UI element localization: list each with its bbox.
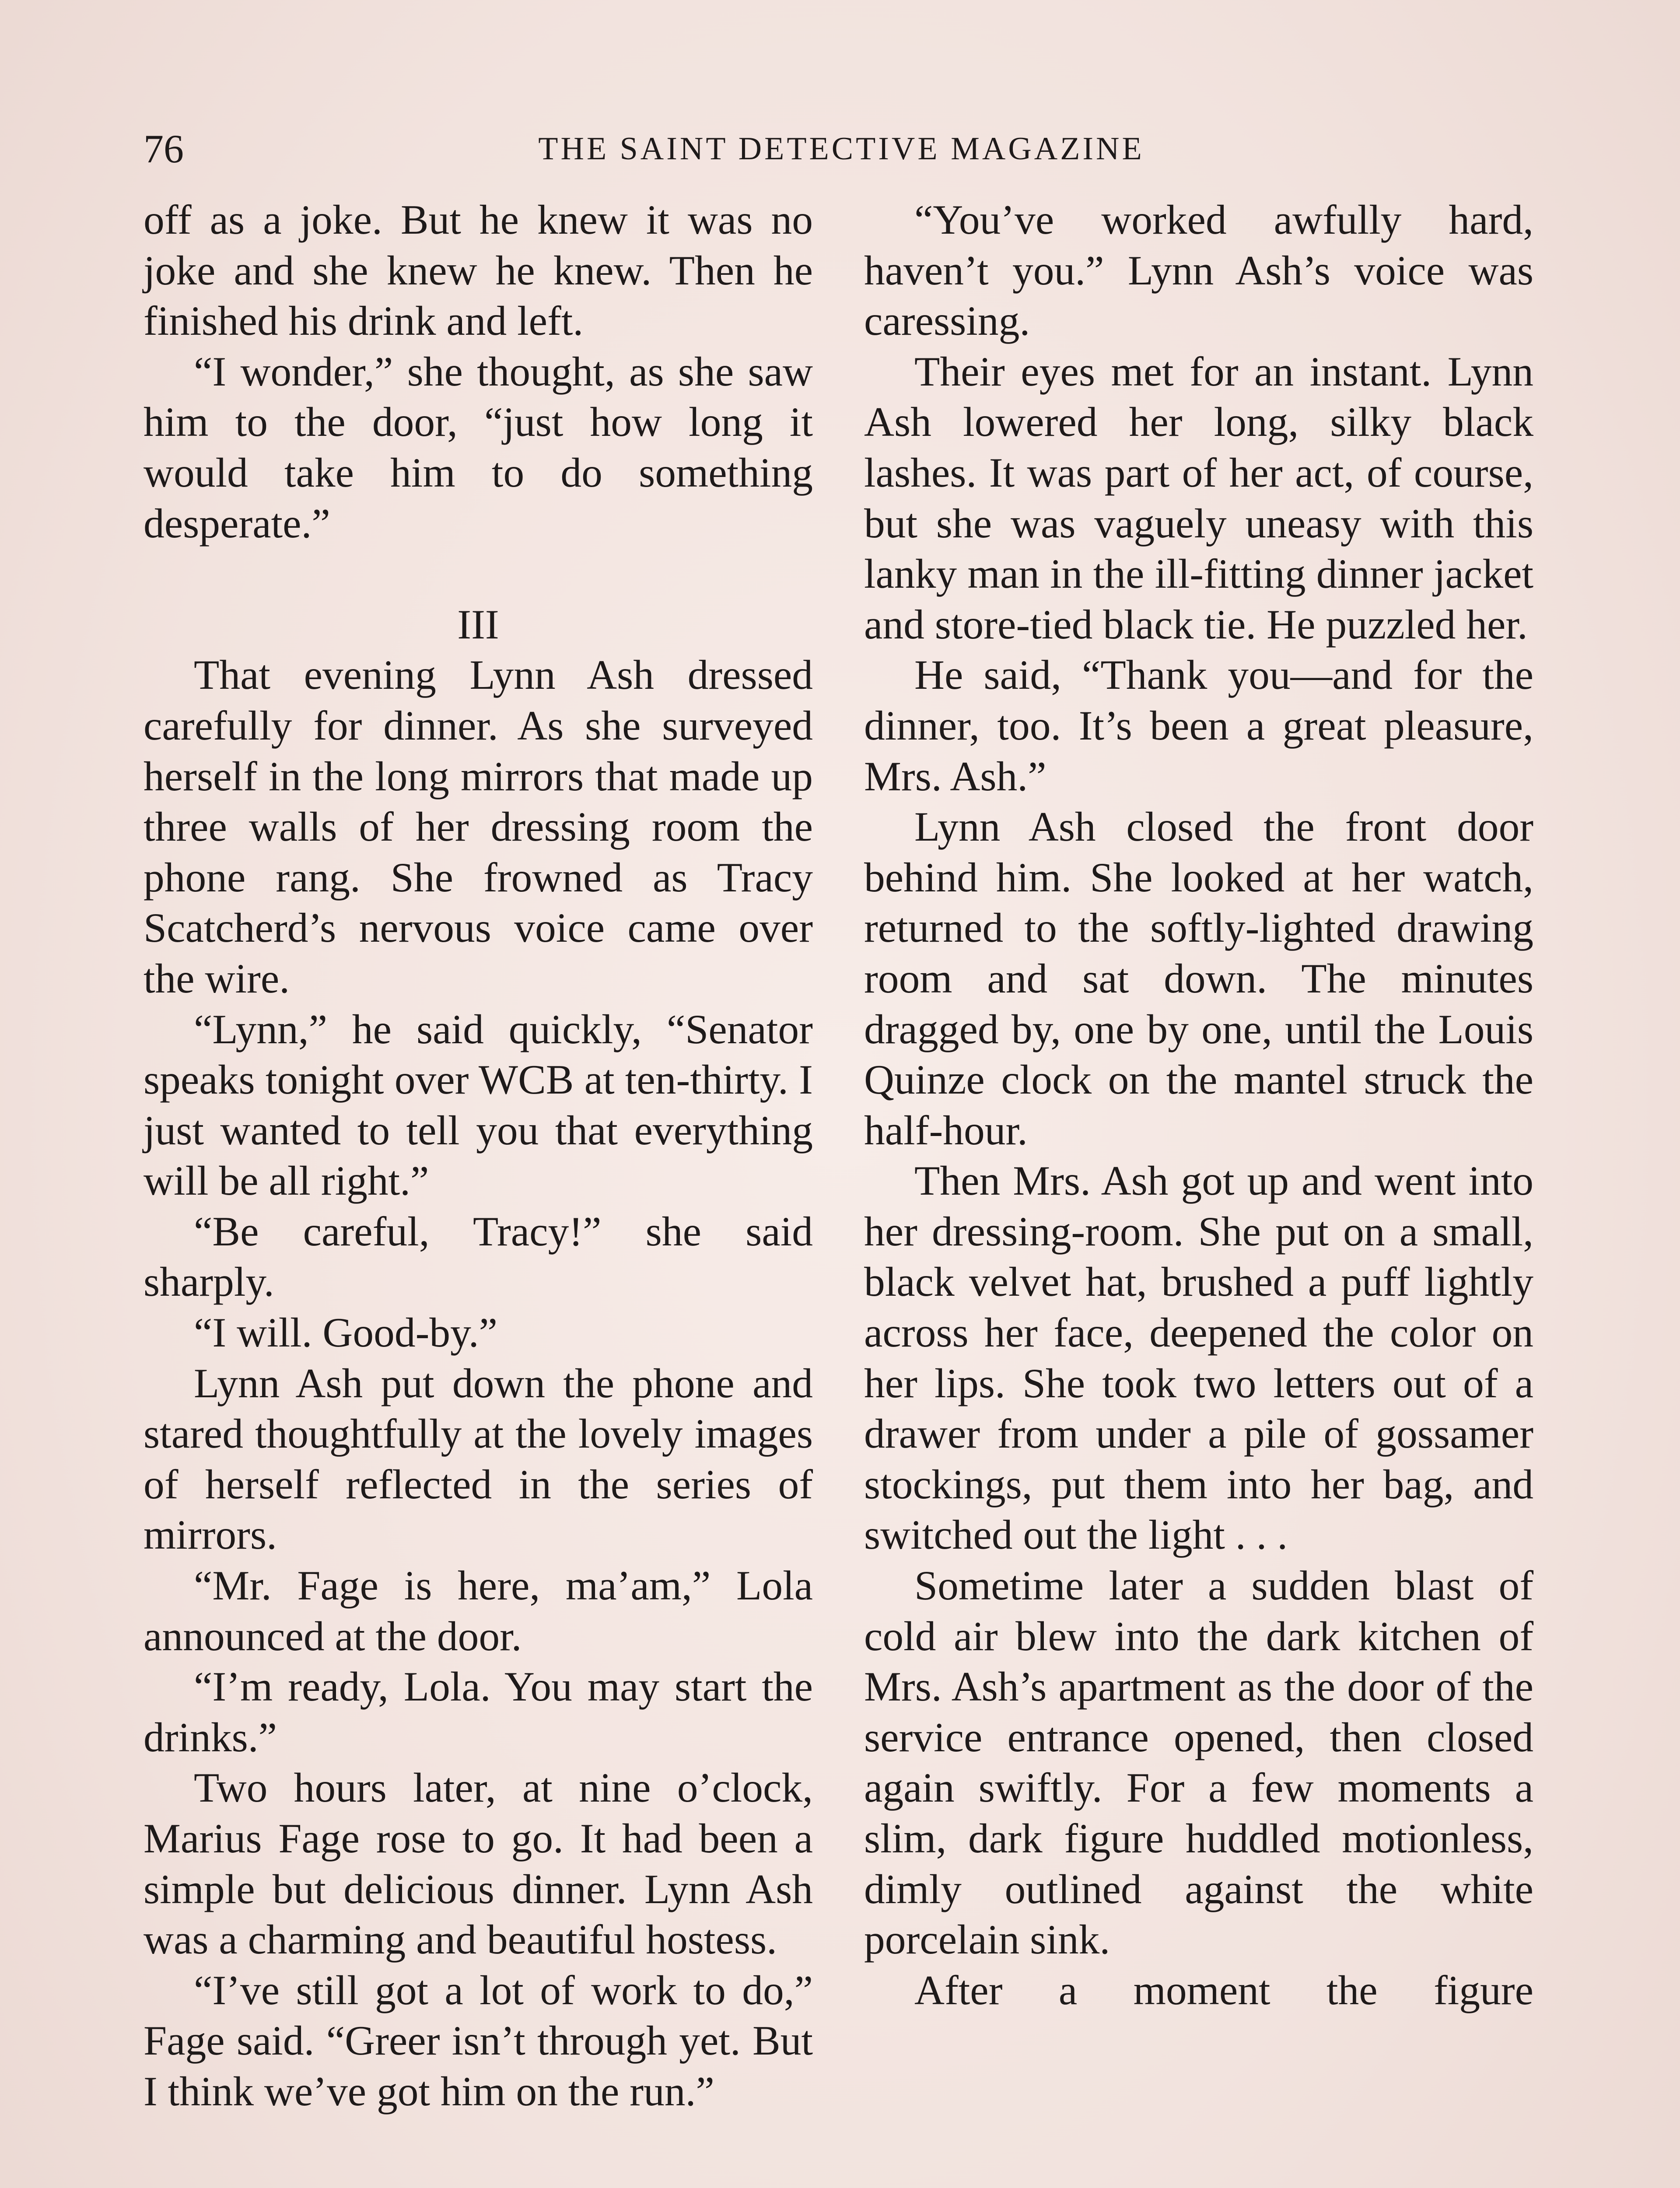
paragraph: Sometime later a sudden blast of cold air blew into the dark kitchen of Mrs. Ash’s apartment as the door of the service entrance opened, then closed again swiftly. For a few moments a slim, dark figure huddled motionless, dimly outlined against the white porcelain sink. [864,1562,1533,1963]
paragraph: Then Mrs. Ash got up and went into her dressing-room. She put on a small, black velvet hat, brushed a puff lightly across her face, deepened the color on her lips. She took two letters out of a drawer from under a pile of gossamer stockings, put them into her bag, and switched out the light . . . [864,1157,1533,1558]
paragraph: Two hours later, at nine o’clock, Marius Fage rose to go. It had been a simple but delicious dinner. Lynn Ash was a charming and beautiful hostess. [144,1764,813,1963]
paragraph: That evening Lynn Ash dressed carefully for dinner. As she surveyed herself in the long mirrors that made up three walls of her dressing room the phone rang. She frowned as Tracy Scatcherd’s nervous voice came over the wire. [144,652,813,1002]
right-column [864,195,1533,2016]
running-header [144,125,1539,173]
paragraph: Their eyes met for an instant. Lynn Ash lowered her long, silky black lashes. It was part of her act, of course, but she was vaguely uneasy with this lanky man in the ill-fitting dinner jacket and store-tied black tie. He puzzled her. [864,348,1533,648]
paragraph: “I will. Good-by.” [194,1309,497,1356]
running-title: THE SAINT DETECTIVE MAGAZINE [538,131,1144,167]
paragraph: “You’ve worked awfully hard, haven’t you.” Lynn Ash’s voice was caressing. [864,196,1533,344]
paragraph: Lynn Ash put down the phone and stared thoughtfully at the lovely images of herself reflected in the series of mirrors. [144,1360,813,1558]
paragraph: “Lynn,” he said quickly, “Senator speaks tonight over WCB at ten-thirty. I just wanted to tell you that everything will be all right.” [144,1006,813,1204]
paragraph: Lynn Ash closed the front door behind him. She looked at her watch, returned to the softly-lighted drawing room and sat down. The minutes dragged by, one by one, until the Louis Quinze clock on the mantel struck the half-hour. [864,803,1533,1154]
page-number: 76 [144,126,184,171]
paragraph: off as a joke. But he knew it was no joke and she knew he knew. Then he finished his drink and left. [144,196,813,344]
paragraph: He said, “Thank you—and for the dinner, too. It’s been a great pleasure, Mrs. Ash.” [864,652,1533,799]
paragraph: “Be careful, Tracy!” she said sharply. [144,1208,813,1305]
section-heading: III [457,601,499,648]
left-column [144,195,813,2117]
paragraph: After a moment the figure [914,1967,1533,2013]
paragraph: “I wonder,” she thought, as she saw him to the door, “just how long it would take him to do something desperate.” [144,348,813,547]
paragraph: “I’ve still got a lot of work to do,” Fage said. “Greer isn’t through yet. But I think we’ve got him on the run.” [144,1967,813,2114]
paragraph: “Mr. Fage is here, ma’am,” Lola announced at the door. [144,1562,813,1659]
paragraph: “I’m ready, Lola. You may start the drinks.” [144,1663,813,1760]
